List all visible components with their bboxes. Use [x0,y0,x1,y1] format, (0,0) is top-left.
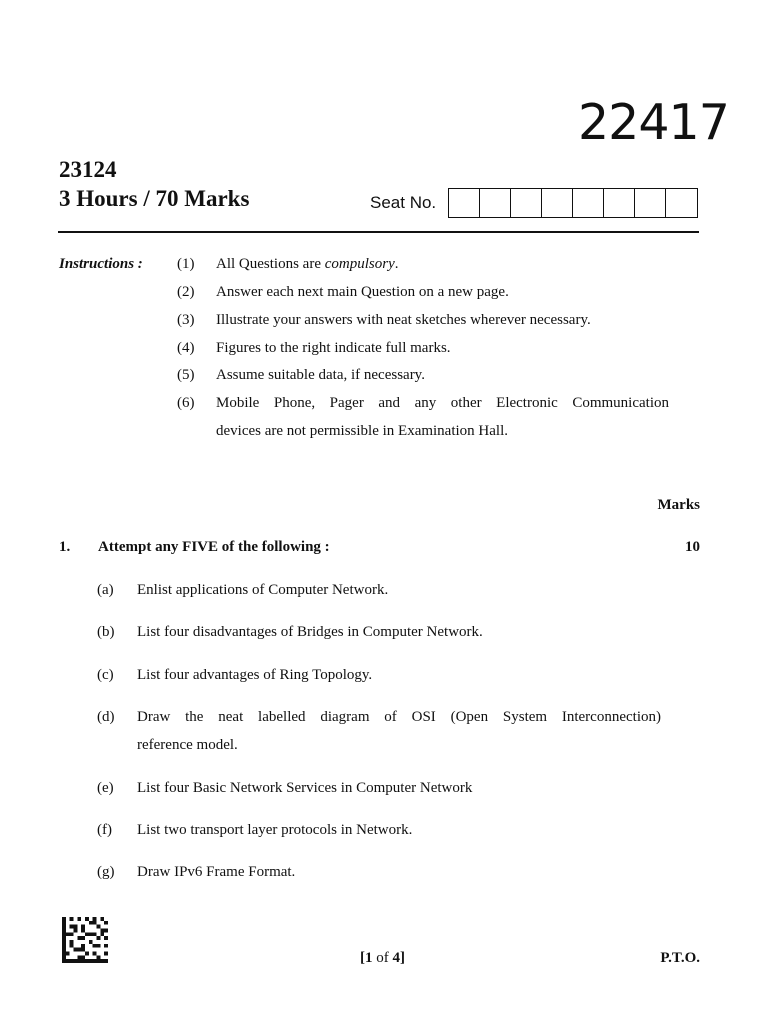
question-text: Attempt any FIVE of the following : [98,539,330,555]
instruction-text: Answer each next main Question on a new page. [216,284,509,300]
instruction-number: (4) [177,340,195,356]
subquestion-text: List two transport layer protocols in Network. [137,822,413,838]
page-bracket: ] [400,950,405,966]
seat-number-box[interactable] [448,188,479,218]
seat-number-box[interactable] [479,188,510,218]
subquestion-text: Draw the neat labelled diagram of OSI (Open System Interconnection) [137,709,661,725]
instruction-text-part: All Questions are [216,256,325,272]
subquestion-text: Draw IPv6 Frame Format. [137,864,296,880]
instruction-number: (1) [177,256,195,272]
seat-number-box[interactable] [572,188,603,218]
subquestion-text: List four disadvantages of Bridges in Computer Network. [137,624,483,640]
subquestion-text: reference model. [137,737,238,753]
subquestion-label: (e) [97,780,114,796]
seat-number-box[interactable] [510,188,541,218]
subquestion-text: List four advantages of Ring Topology. [137,667,373,683]
page-number [360,950,405,967]
instruction-number: (2) [177,284,195,300]
instruction-text-part: . [394,256,399,272]
instructions-label: Instructions : [59,256,143,272]
subquestion-label: (g) [97,864,115,880]
instruction-text: devices are not permissible in Examination Hall. [216,423,509,439]
subquestion-label: (a) [97,582,114,598]
datamatrix-icon [61,917,109,963]
seat-number-label: Seat No. [370,193,437,212]
subquestion-text: List four Basic Network Services in Computer Network [137,780,473,796]
instruction-text [216,256,398,273]
duration-marks: 3 Hours / 70 Marks [59,186,250,211]
pto-label: P.T.O. [660,950,700,966]
instruction-text: Illustrate your answers with neat sketches wherever necessary. [216,312,591,328]
subquestion-label: (f) [97,822,112,838]
subquestion-label: (c) [97,667,114,683]
paper-code: 22417 [578,94,729,151]
subquestion-text: Enlist applications of Computer Network. [137,582,389,598]
instruction-emphasis: compulsory [324,256,395,272]
instruction-text: Figures to the right indicate full marks. [216,340,451,356]
question-number: 1. [59,539,71,555]
seat-number-box[interactable] [665,188,698,218]
page-total: 4 [392,950,400,966]
seat-number-box[interactable] [603,188,634,218]
seat-number-box[interactable] [634,188,665,218]
subquestion-label: (b) [97,624,115,640]
marks-column-header: Marks [657,497,700,513]
question-marks: 10 [685,539,700,555]
seat-number-boxes [448,188,698,218]
instruction-number: (3) [177,312,195,328]
instruction-number: (6) [177,395,195,411]
instruction-text: Mobile Phone, Pager and any other Electronic Communication [216,395,669,411]
page-current: 1 [365,950,373,966]
page-of: of [372,950,393,966]
header-divider [58,231,699,233]
instruction-text: Assume suitable data, if necessary. [216,367,425,383]
seat-number-box[interactable] [541,188,572,218]
instruction-number: (5) [177,367,195,383]
subquestion-label: (d) [97,709,115,725]
page-bracket: [ [360,950,365,966]
subject-code: 23124 [59,157,117,182]
